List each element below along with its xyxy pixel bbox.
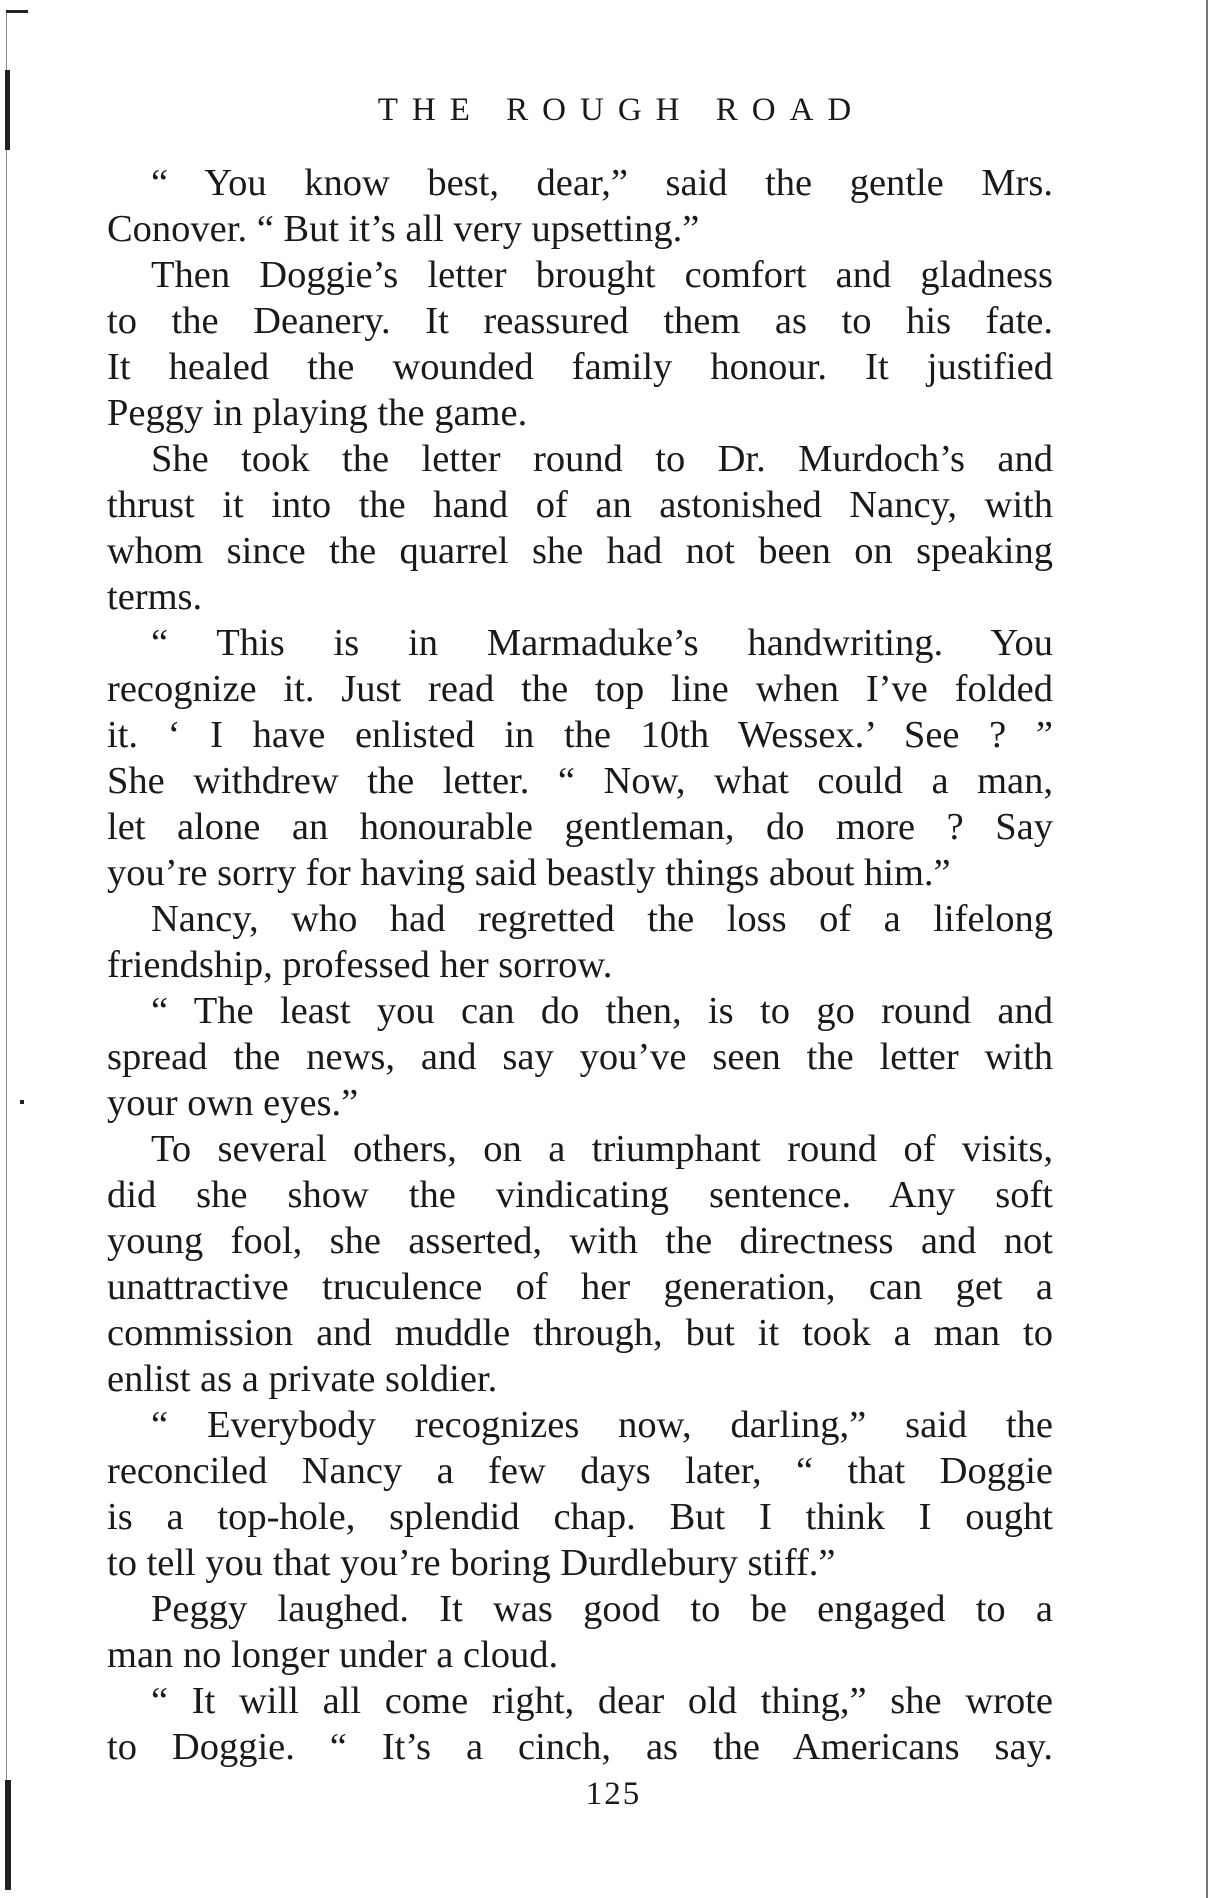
text-line: Then Doggie’s letter brought comfort and gladness [151,254,1053,296]
text-line: you’re sorry for having said beastly things about him.” [107,852,951,894]
text-line: “ You know best, dear,” said the gentle Mrs. [151,162,1053,204]
text-line: is a top-hole, splendid chap. But I think I ought [107,1496,1053,1538]
text-line: young fool, she asserted, with the directness and not [107,1220,1053,1262]
running-head: THE ROUGH ROAD [377,92,866,128]
text-line: unattractive truculence of her generation, can get a [107,1266,1053,1308]
text-line: She withdrew the letter. “ Now, what could a man, [107,760,1053,802]
body-text [107,160,1053,1770]
gutter-line [6,12,7,1882]
text-line: recognize it. Just read the top line when I’ve folded [107,668,1053,710]
text-line: Nancy, who had regretted the loss of a lifelong [151,898,1053,940]
text-line: man no longer under a cloud. [107,1634,559,1676]
text-line: It healed the wounded family honour. It justified [107,346,1053,388]
text-line: to tell you that you’re boring Durdlebury stiff.” [107,1542,836,1584]
text-line: Peggy in playing the game. [107,392,528,434]
text-line: She took the letter round to Dr. Murdoch’s and [151,438,1053,480]
page-right-edge [1206,0,1208,1898]
text-line: terms. [107,576,203,618]
text-line: it. ‘ I have enlisted in the 10th Wessex.’ See ? ” [107,714,1053,756]
text-line: “ This is in Marmaduke’s handwriting. You [151,622,1053,664]
text-line: Conover. “ But it’s all very upsetting.” [107,208,700,250]
text-line: To several others, on a triumphant round of visits, [151,1128,1053,1170]
text-line: friendship, professed her sorrow. [107,944,613,986]
text-line: commission and muddle through, but it took a man to [107,1312,1053,1354]
text-line: reconciled Nancy a few days later, “ that Doggie [107,1450,1053,1492]
text-line: to Doggie. “ It’s a cinch, as the Americans say. [107,1726,1053,1768]
text-line: spread the news, and say you’ve seen the letter with [107,1036,1053,1078]
text-line: “ Everybody recognizes now, darling,” said the [151,1404,1053,1446]
gutter-corner-mark [6,10,28,13]
text-line: thrust it into the hand of an astonished Nancy, with [107,484,1053,526]
text-line: let alone an honourable gentleman, do more ? Say [107,806,1053,848]
text-line: “ It will all come right, dear old thing,” she wrote [151,1680,1053,1722]
page-gutter-edge [0,0,14,1898]
text-line: did she show the vindicating sentence. Any soft [107,1174,1053,1216]
text-line: Peggy laughed. It was good to be engaged to a [151,1588,1053,1630]
text-line: your own eyes.” [107,1082,359,1124]
page-number: 125 [585,1776,642,1812]
text-line: enlist as a private soldier. [107,1358,498,1400]
text-line: “ The least you can do then, is to go round and [151,990,1053,1032]
text-line: whom since the quarrel she had not been on speaking [107,530,1053,572]
gutter-mark [20,1100,24,1104]
text-line: to the Deanery. It reassured them as to his fate. [107,300,1053,342]
